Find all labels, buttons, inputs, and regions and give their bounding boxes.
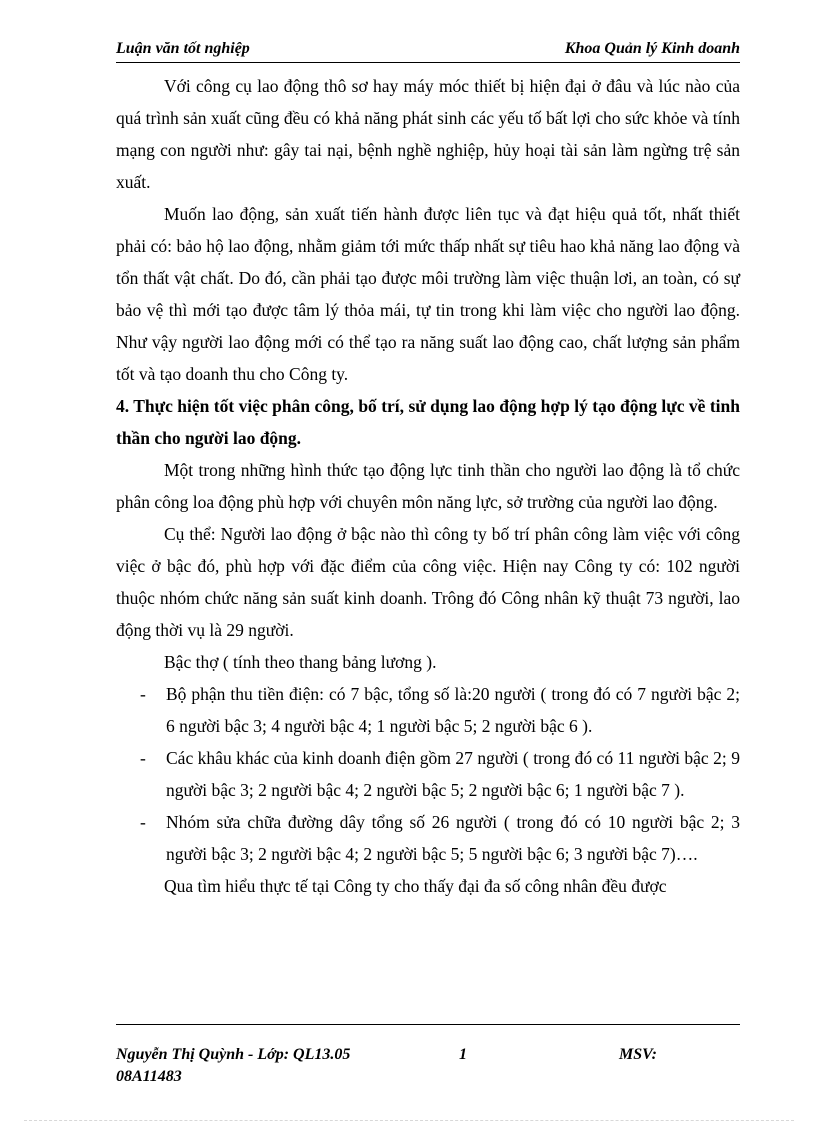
list-item-text: Bộ phận thu tiền điện: có 7 bậc, tổng số là:20 người ( trong đó có 7 người bậc 2; 6 người bậc 3; 4 người bậc 4; 1 người bậc 5; 2 người bậc 6 ). (166, 684, 740, 736)
footer-author: Nguyễn Thị Quỳnh - Lớp: QL13.05 (116, 1046, 351, 1063)
page-header (116, 38, 740, 63)
grade-distribution-list (116, 678, 740, 870)
bullet-marker: - (140, 812, 146, 832)
section-heading: 4. Thực hiện tốt việc phân công, bố trí, sử dụng lao động hợp lý tạo động lực về tinh thần cho người lao động. (116, 396, 740, 448)
bullet-marker: - (140, 748, 146, 768)
header-faculty: Khoa Quản lý Kinh doanh (564, 40, 740, 57)
list-item (116, 742, 740, 806)
student-id-label: MSV: (619, 1046, 657, 1063)
paragraph-spiritual-motivation: Một trong những hình thức tạo động lực tinh thần cho người lao động là tổ chức phân công loa động phù hợp với chuyên môn năng lực, sở trường của người lao động. (116, 460, 740, 512)
paragraph-labor-protection: Muốn lao động, sản xuất tiến hành được liên tục và đạt hiệu quả tốt, nhất thiết phải có: bảo hộ lao động, nhằm giảm tới mức thấp nhất sự tiêu hao khả năng lao động và tổn thất vật chất. Do đó, cần phải tạo được môi trường làm việc thuận lơi, an toàn, có sự bảo vệ thì mới tạo được tâm lý thỏa mái, tự tin trong khi làm việc cho người lao động. Như vậy người lao động mới có thể tạo ra năng suất lao động cao, chất lượng sản phẩm tốt và tạo doanh thu cho Công ty. (116, 204, 740, 384)
paragraph-wage-grade: Bậc thợ ( tính theo thang bảng lương ). (164, 652, 437, 672)
bullet-marker: - (140, 684, 146, 704)
paragraph-staffing-details: Cụ thể: Người lao động ở bậc nào thì công ty bố trí phân công làm việc với công việc ở bậc đó, phù hợp với đặc điểm của công việc. Hiện nay Công ty có: 102 người thuộc nhóm chức năng sản suất kinh doanh. Trông đó Công nhân kỹ thuật 73 người, lao động thời vụ là 29 người. (116, 524, 740, 640)
list-item-text: Các khâu khác của kinh doanh điện gồm 27 người ( trong đó có 11 người bậc 2; 9 người bậc 3; 2 người bậc 4; 2 người bậc 5; 2 người bậc 6; 1 người bậc 7 ). (166, 748, 740, 800)
header-thesis-title: Luận văn tốt nghiệp (116, 40, 250, 57)
page-bottom-edge (24, 1120, 794, 1121)
paragraph-tools-risks: Với công cụ lao động thô sơ hay máy móc thiết bị hiện đại ở đâu và lúc nào của quá trình sản xuất cũng đều có khả năng phát sinh các yếu tố bất lợi cho sức khỏe và tính mạng con người như: gây tai nại, bệnh nghề nghiệp, hủy hoại tài sản làm ngừng trệ sản xuất. (116, 76, 740, 192)
page-number: 1 (459, 1046, 467, 1063)
student-id-value: 08A11483 (116, 1068, 182, 1085)
paragraph-survey-findings: Qua tìm hiểu thực tế tại Công ty cho thấy đại đa số công nhân đều được (164, 876, 667, 896)
list-item-text: Nhóm sửa chữa đường dây tổng số 26 người ( trong đó có 10 người bậc 2; 3 người bậc 3; 2 người bậc 4; 2 người bậc 5; 5 người bậc 6; 3 người bậc 7)…. (166, 812, 740, 864)
list-item (116, 678, 740, 742)
list-item (116, 806, 740, 870)
page-footer (116, 1044, 740, 1092)
document-body (116, 70, 740, 902)
footer-divider (116, 1024, 740, 1025)
